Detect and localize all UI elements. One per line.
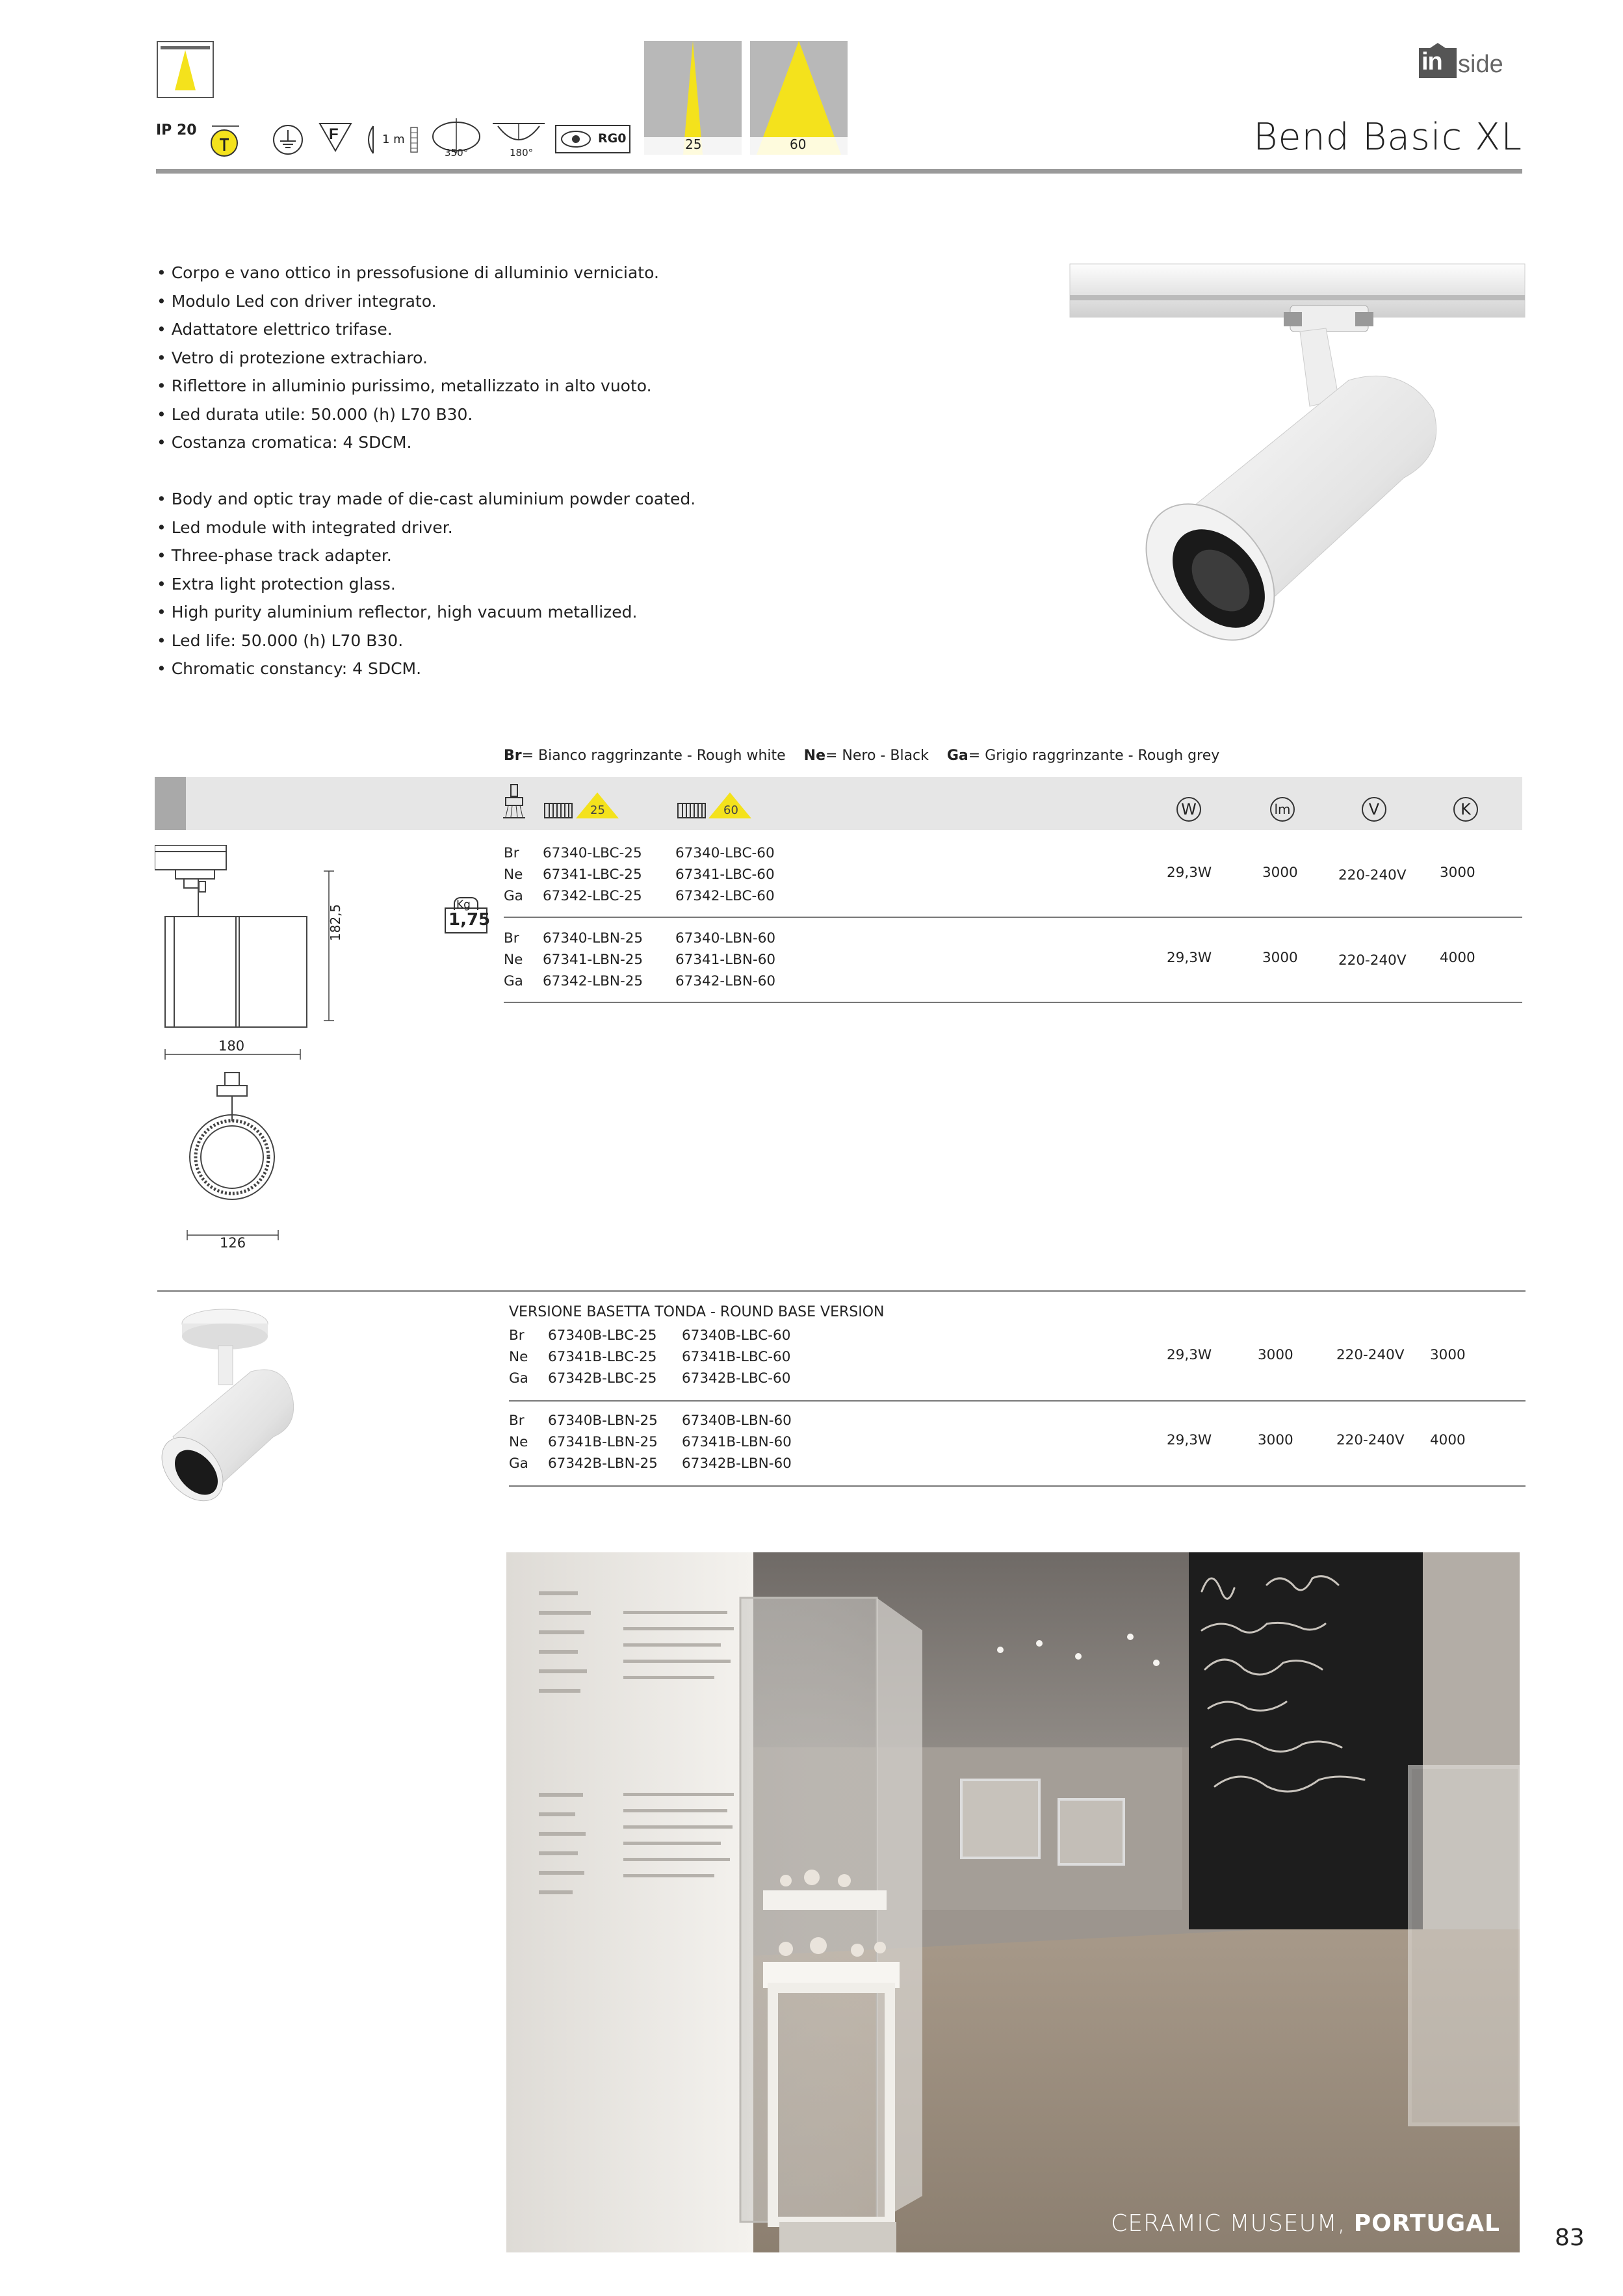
group-kelvin: 4000 <box>1430 1432 1466 1448</box>
cable-length-label: 1 m <box>382 133 405 146</box>
beam-25-label: 25 <box>685 137 702 152</box>
round-base-product-photo <box>153 1307 303 1508</box>
table-row: Ne 67341B-LBN-25 67341B-LBN-60 <box>509 1434 792 1450</box>
features-it <box>157 259 659 457</box>
section-divider <box>157 1290 1526 1292</box>
group-watt: 29,3W <box>1167 865 1212 881</box>
ip-rating: IP 20 <box>156 122 197 138</box>
group-volt: 220-240V <box>1338 867 1407 883</box>
group-lumen: 3000 <box>1262 865 1298 881</box>
f-mark-icon <box>317 121 354 153</box>
group-watt: 29,3W <box>1167 1347 1212 1363</box>
product-photo <box>1066 260 1527 663</box>
feature-en-item: • Extra light protection glass. <box>157 574 396 594</box>
feature-it-item: • Costanza cromatica: 4 SDCM. <box>157 433 412 452</box>
feature-it-item: • Riflettore in alluminio purissimo, metallizzato in alto vuoto. <box>157 376 652 395</box>
header-lumen-icon: lm <box>1270 797 1295 822</box>
header-volt-icon: V <box>1362 797 1386 822</box>
legend-ga-text: = Grigio raggrinzante - Rough grey <box>968 748 1220 764</box>
group-volt: 220-240V <box>1336 1432 1405 1448</box>
table-row: Ne 67341B-LBC-25 67341B-LBC-60 <box>509 1349 791 1365</box>
beam-60-label: 60 <box>790 137 807 152</box>
table-divider <box>509 1485 1526 1487</box>
ground-icon <box>272 124 304 156</box>
rotation-label: 350° <box>445 147 469 159</box>
legend-ne-text: = Nero - Black <box>825 748 929 764</box>
table-row: Ga 67342B-LBN-25 67342B-LBN-60 <box>509 1455 792 1472</box>
brand-logo-in: in <box>1422 48 1442 75</box>
table-row: Ga 67342-LBC-25 67342-LBC-60 <box>504 888 775 904</box>
legend-ga-key: Ga <box>946 748 968 764</box>
ceiling-mount-icon <box>157 41 214 98</box>
table-row: Ga 67342-LBN-25 67342-LBN-60 <box>504 973 776 989</box>
weight-badge <box>445 897 491 935</box>
table-row: Br 67340-LBC-25 67340-LBC-60 <box>504 845 775 861</box>
group-volt: 220-240V <box>1336 1347 1405 1363</box>
group-lumen: 3000 <box>1262 950 1298 966</box>
feature-en-item: • Led module with integrated driver. <box>157 517 453 537</box>
feature-it-item: • Led durata utile: 50.000 (h) L70 B30. <box>157 404 473 424</box>
page-number: 83 <box>1555 2224 1585 2251</box>
feature-en-item: • Body and optic tray made of die-cast aluminium powder coated. <box>157 489 696 508</box>
weight-value: 1,75 <box>448 910 491 930</box>
dimension-width: 180 <box>218 1038 245 1054</box>
page-title: Bend Basic XL <box>1253 116 1522 159</box>
feature-en-item: • High purity aluminium reflector, high vacuum metallized. <box>157 603 638 621</box>
table-divider <box>504 1002 1522 1003</box>
group-watt: 29,3W <box>1167 950 1212 966</box>
round-base-group-2 <box>509 1410 1526 1475</box>
finish-legend <box>504 748 1219 764</box>
header-beam-60: 60 <box>723 803 738 817</box>
feature-it-item: • Adattatore elettrico trifase. <box>157 320 393 339</box>
group-lumen: 3000 <box>1258 1432 1293 1448</box>
table-row: Br 67340B-LBN-25 67340B-LBN-60 <box>509 1413 792 1429</box>
product-group-2 <box>504 928 1522 999</box>
installation-photo <box>506 1552 1520 2252</box>
caption-country: PORTUGAL <box>1353 2210 1500 2237</box>
dimension-height: 182,5 <box>328 904 343 941</box>
led-module-icon-2 <box>677 803 706 818</box>
dimension-diameter: 126 <box>220 1235 246 1251</box>
legend-ne-key: Ne <box>803 748 825 764</box>
table-header-band <box>155 777 1522 830</box>
round-base-title: VERSIONE BASETTA TONDA - ROUND BASE VERSION <box>509 1304 885 1320</box>
header-kelvin-icon: K <box>1453 797 1478 822</box>
photo-caption <box>1111 2210 1500 2237</box>
header-watt-icon: W <box>1176 797 1201 822</box>
feature-en-item: • Chromatic constancy: 4 SDCM. <box>157 659 422 678</box>
group-kelvin: 4000 <box>1440 950 1475 966</box>
header-rule <box>156 169 1522 174</box>
table-row: Ga 67342B-LBC-25 67342B-LBC-60 <box>509 1370 791 1387</box>
group-volt: 220-240V <box>1338 952 1407 969</box>
svg-text:F: F <box>329 125 339 143</box>
tilt-label: 180° <box>510 147 534 159</box>
group-lumen: 3000 <box>1258 1347 1293 1363</box>
group-watt: 29,3W <box>1167 1432 1212 1448</box>
legend-br-key: Br <box>504 748 522 764</box>
lamp-icon <box>503 783 525 820</box>
table-row: Br 67340B-LBC-25 67340B-LBC-60 <box>509 1327 791 1344</box>
brand-logo-side: side <box>1458 51 1503 78</box>
table-divider <box>504 917 1522 918</box>
features-en <box>157 485 695 683</box>
feature-en-item: • Led life: 50.000 (h) L70 B30. <box>157 631 404 650</box>
caption-location: CERAMIC MUSEUM, <box>1111 2210 1354 2237</box>
table-header-band-dark <box>155 777 186 830</box>
product-group-1 <box>504 842 1522 914</box>
header-beam-25: 25 <box>590 803 605 817</box>
feature-it-item: • Vetro di protezione extrachiaro. <box>157 348 428 367</box>
table-row: Ne 67341-LBN-25 67341-LBN-60 <box>504 952 776 968</box>
table-divider <box>509 1400 1526 1402</box>
temperature-t-icon <box>207 122 242 159</box>
feature-it-item: • Corpo e vano ottico in pressofusione di alluminio verniciato. <box>157 263 659 282</box>
rg0-label: RG0 <box>598 131 627 146</box>
legend-br-text: = Bianco raggrinzante - Rough white <box>521 748 786 764</box>
group-kelvin: 3000 <box>1440 865 1475 881</box>
group-kelvin: 3000 <box>1430 1347 1466 1363</box>
feature-it-item: • Modulo Led con driver integrato. <box>157 291 437 311</box>
table-row: Ne 67341-LBC-25 67341-LBC-60 <box>504 867 775 883</box>
feature-en-item: • Three-phase track adapter. <box>157 546 392 565</box>
led-module-icon <box>544 803 573 818</box>
weight-unit: Kg <box>456 898 471 911</box>
round-base-group-1 <box>509 1325 1526 1390</box>
table-row: Br 67340-LBN-25 67340-LBN-60 <box>504 930 776 946</box>
